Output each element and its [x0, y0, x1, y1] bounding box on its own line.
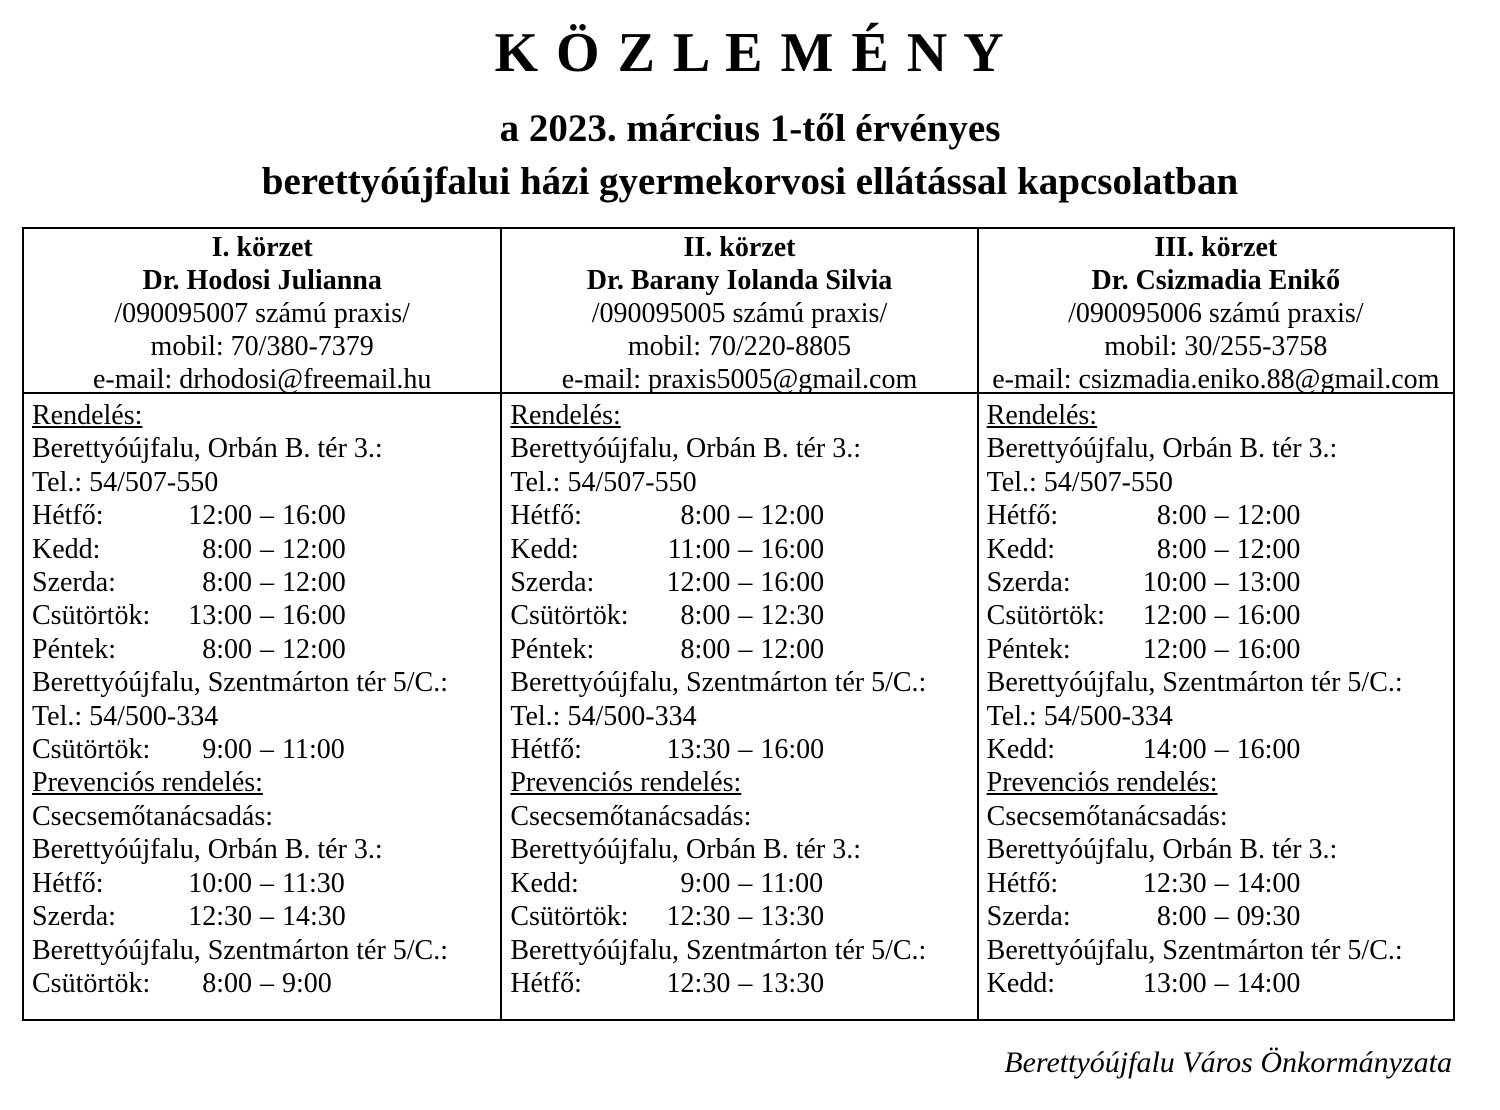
schedule-text-line: Csecsemőtanácsadás: [986, 800, 1228, 832]
schedule-day: Hétfő: [32, 867, 104, 899]
schedule-dash: – [1214, 600, 1229, 632]
schedule-day: Csütörtök: [510, 600, 629, 632]
schedule-day: Hétfő: [510, 967, 582, 999]
schedule-row [510, 733, 972, 766]
schedule-text-line: Csecsemőtanácsadás: [510, 800, 752, 832]
schedule-text-line: Berettyóújfalu, Szentmárton tér 5/C.: [986, 667, 1403, 699]
schedule-end-time: 16:00 [282, 500, 346, 532]
schedule-row [510, 599, 972, 632]
schedule-start-time: 8:00 [202, 533, 252, 565]
schedule-end-time: 12:00 [282, 633, 346, 665]
schedule-start-time: 8:00 [1156, 901, 1207, 933]
schedule-row [32, 599, 496, 632]
schedule-start-time: 10:00 [1142, 567, 1207, 599]
district-title: II. körzet [683, 232, 796, 263]
district-schedule [502, 394, 976, 1019]
schedule-text-line: Tel.: 54/507-550 [32, 466, 219, 498]
schedule-end-time: 12:00 [282, 567, 346, 599]
schedule-day: Kedd: [32, 533, 101, 565]
schedule-end-time: 14:00 [1236, 867, 1301, 899]
praxis-number: /090095007 számú praxis/ [114, 298, 410, 329]
schedule-row [32, 633, 496, 666]
subtitle [0, 102, 1500, 208]
district-column [500, 229, 976, 1019]
schedule-start-time: 11:00 [667, 533, 731, 565]
schedule-start-time: 9:00 [680, 867, 731, 899]
schedule-day: Szerda: [986, 567, 1071, 599]
schedule-row [510, 967, 972, 1000]
schedule-dash: – [1214, 734, 1229, 766]
schedule-dash: – [1214, 567, 1229, 599]
schedule-text-line: Tel.: 54/500-334 [32, 700, 219, 732]
districts-table [22, 227, 1455, 1021]
schedule-text-line: Berettyóújfalu, Orbán B. tér 3.: [986, 834, 1338, 866]
praxis-number: /090095005 számú praxis/ [591, 298, 888, 329]
schedule-day: Péntek: [986, 633, 1071, 665]
schedule-row [987, 633, 1449, 666]
schedule-dash: – [260, 500, 274, 532]
schedule-text-line: Berettyóújfalu, Orbán B. tér 3.: [32, 433, 383, 465]
schedule-end-time: 16:00 [760, 533, 825, 565]
schedule-end-time: 16:00 [760, 567, 825, 599]
district-column [977, 229, 1453, 1019]
schedule-end-time: 12:00 [282, 533, 346, 565]
mobile-number: mobil: 70/220-8805 [627, 331, 852, 362]
email-address: e-mail: drhodosi@freemail.hu [92, 364, 432, 395]
schedule-row [32, 499, 496, 532]
schedule-end-time: 14:30 [282, 901, 346, 933]
schedule-text-line: Csecsemőtanácsadás: [32, 800, 274, 832]
district-title: III. körzet [1154, 232, 1278, 263]
schedule-text-line: Berettyóújfalu, Orbán B. tér 3.: [510, 433, 862, 465]
schedule-dash: – [1214, 967, 1229, 999]
schedule-end-time: 12:00 [1236, 533, 1301, 565]
schedule-day: Kedd: [510, 533, 579, 565]
schedule-text-line: Tel.: 54/500-334 [986, 700, 1173, 732]
schedule-row [32, 533, 496, 566]
schedule-day: Hétfő: [510, 500, 582, 532]
schedule-end-time: 13:30 [760, 967, 825, 999]
schedule-day: Szerda: [32, 567, 116, 599]
schedule-row [32, 733, 496, 766]
announcement-page [0, 16, 1500, 1083]
schedule-text-line: Tel.: 54/500-334 [510, 700, 697, 732]
schedule-dash: – [1214, 500, 1229, 532]
district-schedule [979, 394, 1453, 1019]
district-column [24, 229, 500, 1019]
schedule-dash: – [260, 967, 274, 999]
schedule-dash: – [738, 901, 753, 933]
schedule-day: Kedd: [986, 734, 1056, 766]
schedule-text-line: Berettyóújfalu, Szentmárton tér 5/C.: [32, 934, 449, 966]
schedule-dash: – [1214, 533, 1229, 565]
subtitle-line-1: a 2023. március 1-től érvényes [499, 107, 1001, 150]
schedule-dash: – [738, 867, 753, 899]
schedule-end-time: 11:00 [760, 867, 824, 899]
schedule-start-time: 8:00 [1156, 500, 1207, 532]
praxis-number: /090095006 számú praxis/ [1068, 298, 1364, 329]
schedule-dash: – [738, 633, 753, 665]
schedule-dash: – [1214, 633, 1229, 665]
schedule-start-time: 13:30 [666, 734, 731, 766]
schedule-start-time: 12:30 [666, 967, 731, 999]
schedule-section-heading-row [510, 766, 972, 799]
schedule-row [987, 599, 1449, 632]
schedule-row [510, 499, 972, 532]
schedule-day: Hétfő: [32, 500, 104, 532]
schedule-start-time: 8:00 [1156, 533, 1207, 565]
schedule-start-time: 12:30 [1142, 867, 1207, 899]
schedule-end-time: 12:00 [1236, 500, 1301, 532]
schedule-section-heading: Prevenciós rendelés: [986, 767, 1218, 799]
schedule-dash: – [260, 867, 274, 899]
schedule-row [32, 967, 496, 1000]
schedule-dash: – [260, 734, 274, 766]
schedule-end-time: 16:00 [1236, 600, 1301, 632]
schedule-row [32, 900, 496, 933]
email-address: e-mail: csizmadia.eniko.88@gmail.com [992, 364, 1440, 395]
schedule-start-time: 8:00 [202, 967, 252, 999]
schedule-end-time: 16:00 [282, 600, 346, 632]
mobile-number: mobil: 30/255-3758 [1104, 331, 1328, 362]
doctor-name: Dr. Hodosi Julianna [142, 265, 382, 296]
schedule-section-heading: Rendelés: [510, 400, 621, 431]
schedule-start-time: 8:00 [680, 600, 731, 632]
schedule-end-time: 14:00 [1236, 967, 1301, 999]
schedule-row [987, 566, 1449, 599]
email-address: e-mail: praxis5005@gmail.com [561, 364, 918, 395]
schedule-dash: – [260, 633, 274, 665]
schedule-start-time: 14:00 [1142, 734, 1207, 766]
schedule-start-time: 12:30 [188, 901, 252, 933]
schedule-text-line: Berettyóújfalu, Szentmárton tér 5/C.: [32, 667, 449, 699]
schedule-day: Kedd: [510, 867, 579, 899]
schedule-end-time: 16:00 [760, 734, 825, 766]
schedule-end-time: 16:00 [1236, 633, 1301, 665]
schedule-start-time: 8:00 [680, 500, 731, 532]
schedule-day: Csütörtök: [510, 901, 629, 933]
schedule-section-heading: Prevenciós rendelés: [32, 767, 263, 799]
schedule-section-heading-row [32, 766, 496, 799]
schedule-start-time: 13:00 [188, 600, 252, 632]
schedule-day: Csütörtök: [32, 734, 151, 766]
schedule-row [510, 566, 972, 599]
schedule-day: Hétfő: [986, 500, 1059, 532]
schedule-start-time: 8:00 [202, 567, 252, 599]
schedule-end-time: 9:00 [282, 967, 332, 999]
schedule-end-time: 13:30 [760, 901, 825, 933]
schedule-day: Péntek: [32, 633, 116, 665]
schedule-start-time: 10:00 [188, 867, 252, 899]
schedule-section-heading: Rendelés: [986, 400, 1098, 431]
schedule-text-line: Berettyóújfalu, Szentmárton tér 5/C.: [510, 667, 927, 699]
schedule-day: Kedd: [986, 533, 1056, 565]
schedule-section-heading: Prevenciós rendelés: [510, 767, 742, 799]
schedule-end-time: 11:00 [282, 734, 345, 766]
schedule-dash: – [738, 967, 753, 999]
schedule-day: Szerda: [32, 901, 116, 933]
schedule-dash: – [260, 901, 274, 933]
schedule-dash: – [738, 567, 753, 599]
schedule-row [510, 533, 972, 566]
schedule-row [510, 867, 972, 900]
schedule-dash: – [1214, 867, 1229, 899]
district-header [502, 229, 976, 394]
schedule-row [32, 566, 496, 599]
district-title: I. körzet [211, 232, 313, 263]
schedule-text-line: Berettyóújfalu, Orbán B. tér 3.: [510, 834, 862, 866]
schedule-day: Hétfő: [510, 734, 582, 766]
district-schedule [24, 394, 500, 1019]
schedule-text-line: Berettyóújfalu, Orbán B. tér 3.: [32, 834, 383, 866]
schedule-end-time: 16:00 [1236, 734, 1301, 766]
schedule-row [987, 733, 1449, 766]
schedule-end-time: 11:30 [282, 867, 345, 899]
schedule-text-line: Tel.: 54/507-550 [986, 466, 1173, 498]
schedule-day: Csütörtök: [986, 600, 1105, 632]
schedule-dash: – [260, 600, 274, 632]
schedule-dash: – [738, 500, 753, 532]
schedule-end-time: 12:00 [760, 500, 825, 532]
schedule-text-line: Berettyóújfalu, Szentmárton tér 5/C.: [510, 934, 927, 966]
schedule-dash: – [1214, 901, 1229, 933]
schedule-row [987, 967, 1449, 1000]
footer-signature: Berettyóújfalu Város Önkormányzata [1004, 1046, 1452, 1079]
schedule-end-time: 12:00 [760, 633, 825, 665]
schedule-row [32, 867, 496, 900]
schedule-start-time: 9:00 [202, 734, 252, 766]
schedule-start-time: 12:00 [1142, 633, 1207, 665]
doctor-name: Dr. Barany Iolanda Silvia [586, 265, 893, 296]
schedule-day: Csütörtök: [32, 967, 151, 999]
schedule-row [510, 900, 972, 933]
page-title: K Ö Z L E M É N Y [494, 22, 1006, 84]
schedule-row [510, 633, 972, 666]
schedule-dash: – [260, 567, 274, 599]
schedule-row [987, 867, 1449, 900]
subtitle-line-2: berettyóújfalui házi gyermekorvosi ellátással kapcsolatban [261, 160, 1239, 203]
schedule-day: Szerda: [510, 567, 595, 599]
schedule-day: Szerda: [986, 901, 1071, 933]
schedule-start-time: 8:00 [680, 633, 731, 665]
schedule-text-line: Berettyóújfalu, Orbán B. tér 3.: [986, 433, 1338, 465]
schedule-end-time: 12:30 [760, 600, 825, 632]
schedule-section-heading-row [987, 399, 1449, 432]
schedule-start-time: 12:30 [666, 901, 731, 933]
schedule-section-heading: Rendelés: [32, 400, 143, 431]
schedule-dash: – [738, 600, 753, 632]
district-header [979, 229, 1453, 394]
schedule-day: Csütörtök: [32, 600, 151, 632]
schedule-start-time: 12:00 [666, 567, 731, 599]
schedule-row [987, 499, 1449, 532]
schedule-section-heading-row [510, 399, 972, 432]
schedule-text-line: Tel.: 54/507-550 [510, 466, 697, 498]
schedule-end-time: 09:30 [1236, 901, 1301, 933]
mobile-number: mobil: 70/380-7379 [150, 331, 374, 362]
schedule-start-time: 12:00 [1142, 600, 1207, 632]
schedule-section-heading-row [32, 399, 496, 432]
schedule-start-time: 8:00 [202, 633, 252, 665]
doctor-name: Dr. Csizmadia Enikő [1091, 265, 1341, 296]
schedule-dash: – [738, 734, 753, 766]
schedule-section-heading-row [987, 766, 1449, 799]
schedule-dash: – [738, 533, 753, 565]
schedule-day: Péntek: [510, 633, 595, 665]
district-header [24, 229, 500, 394]
schedule-end-time: 13:00 [1236, 567, 1301, 599]
schedule-row [987, 900, 1449, 933]
schedule-dash: – [260, 533, 274, 565]
schedule-text-line: Berettyóújfalu, Szentmárton tér 5/C.: [986, 934, 1403, 966]
page-footer [0, 1043, 1452, 1083]
schedule-start-time: 12:00 [188, 500, 252, 532]
schedule-start-time: 13:00 [1142, 967, 1207, 999]
schedule-row [987, 533, 1449, 566]
schedule-day: Kedd: [986, 967, 1056, 999]
schedule-day: Hétfő: [986, 867, 1059, 899]
